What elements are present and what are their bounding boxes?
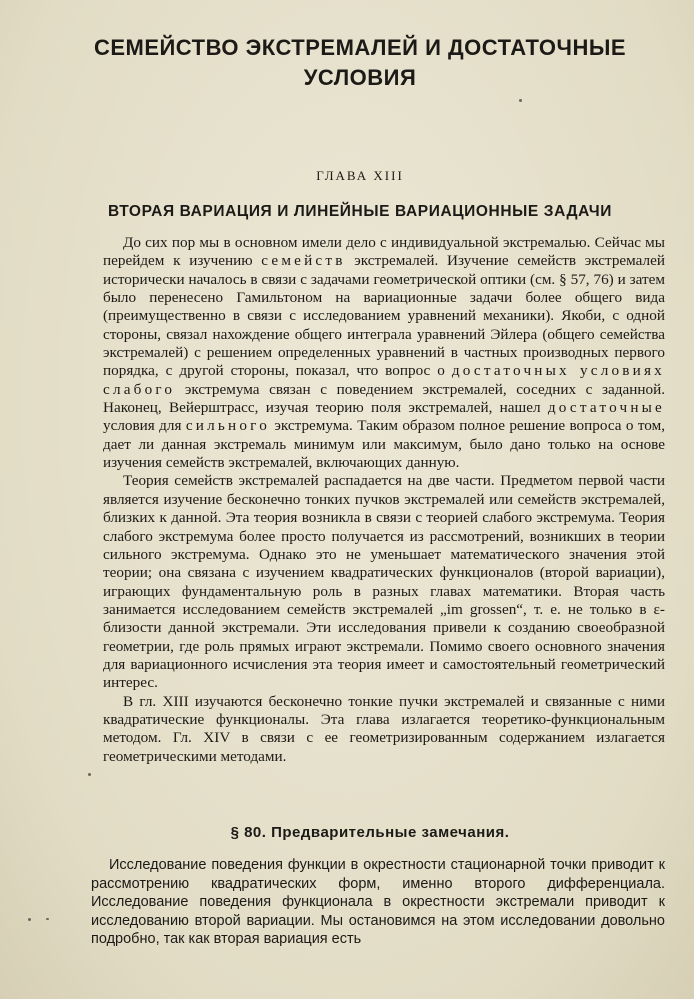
- print-speck: [46, 918, 49, 920]
- chapter-intro: [103, 234, 665, 766]
- print-speck: [519, 99, 522, 102]
- text-run: экстремума. Таким образом полное решение вопроса о том, дает ли данная экстремаль минимум или максимум, было дано только на основе изучения семейств экстремалей, включающих данную.: [103, 417, 665, 472]
- chapter-title: ВТОРАЯ ВАРИАЦИЯ И ЛИНЕЙНЫЕ ВАРИАЦИОННЫЕ ЗАДАЧИ: [108, 203, 612, 220]
- chapter-label: ГЛАВА XIII: [316, 168, 404, 183]
- section-heading: § 80. Предварительные замечания.: [230, 824, 510, 841]
- emphasized-term: сильного: [185, 417, 270, 435]
- emphasized-term: достаточных условиях слабого: [103, 362, 665, 398]
- text-run: экстремума связан с поведением экстремалей, соседних с заданной. Наконец, Вейерштрасс, изучая теорию поля экстремалей, нашел: [103, 380, 665, 417]
- print-speck: [88, 773, 91, 776]
- section-paragraph: Исследование поведения функции в окрестности стационарной точки приводит к рассмотрению квадратических форм, именно второго дифференциала. Исследование поведения функционала в окрестности экстремали приводит к исследованию второй вариации. Мы остановимся на этом исследовании довольно подробно, так как вторая вариация есть: [91, 857, 665, 948]
- section-body: [91, 856, 665, 949]
- intro-paragraph-2: Теория семейств экстремалей распадается на две части. Предметом первой части является изучение бесконечно тонких пучков экстремалей или семейств экстремалей, близких к данной. Эта теория возникла в связи с теорией слабого экстремума. Теория слабого экстремума более просто получается из рассмотрений, возникших в теории сильного экстремума. Однако это не уменьшает математического значения этой теории; она связана с изучением квадратических функционалов (второй вариации), играющих фундаментальную роль в разных главах математики. Вторая часть занимается исследованием семейств экстремалей „im grossen“, т. е. не только в ε-близости данной экстремали. Эти исследования привели к созданию своеобразной геометрии, где роль прямых играют экстремали. Помимо своего основного значения для вариационного исчисления эта теория имеет и самостоятельный геометрический интерес.: [103, 472, 665, 692]
- print-speck: [28, 918, 31, 921]
- text-run: До сих пор мы в основном имели дело с индивидуальной экстремалью. Сейчас мы перейдем к изучению: [103, 234, 665, 270]
- text-run: экстремалей. Изучение семейств экстремалей исторически началось в связи с задачами геометрической оптики (см. § 57, 76) и затем было перенесено Гамильтоном на вариационные задачи более общего вида (преимущественно в связи с исследованием уравнений механики). Якоби, с одной стороны, связал нахождение общего интеграла уравнений Эйлера (общего семейства экстремалей) с решением определенных уравнений в частных производных первого порядка, с другой стороны, показал, что вопрос о: [103, 252, 665, 380]
- intro-paragraph-3: В гл. XIII изучаются бесконечно тонкие пучки экстремалей и связанные с ними квадратические функционалы. Эта глава излагается теоретико-функциональным методом. Гл. XIV в связи с ее геометризированным содержанием излагается геометрическими методами.: [103, 692, 665, 765]
- part-title-line-1: СЕМЕЙСТВО ЭКСТРЕМАЛЕЙ И ДОСТАТОЧНЫЕ: [93, 35, 627, 60]
- emphasized-term: семейств: [261, 252, 346, 270]
- part-title-line-2: УСЛОВИЯ: [303, 65, 417, 90]
- emphasized-term: достаточные: [547, 399, 665, 417]
- intro-paragraph-1: [103, 234, 665, 472]
- text-run: условия для: [103, 417, 186, 435]
- part-title: [80, 33, 640, 93]
